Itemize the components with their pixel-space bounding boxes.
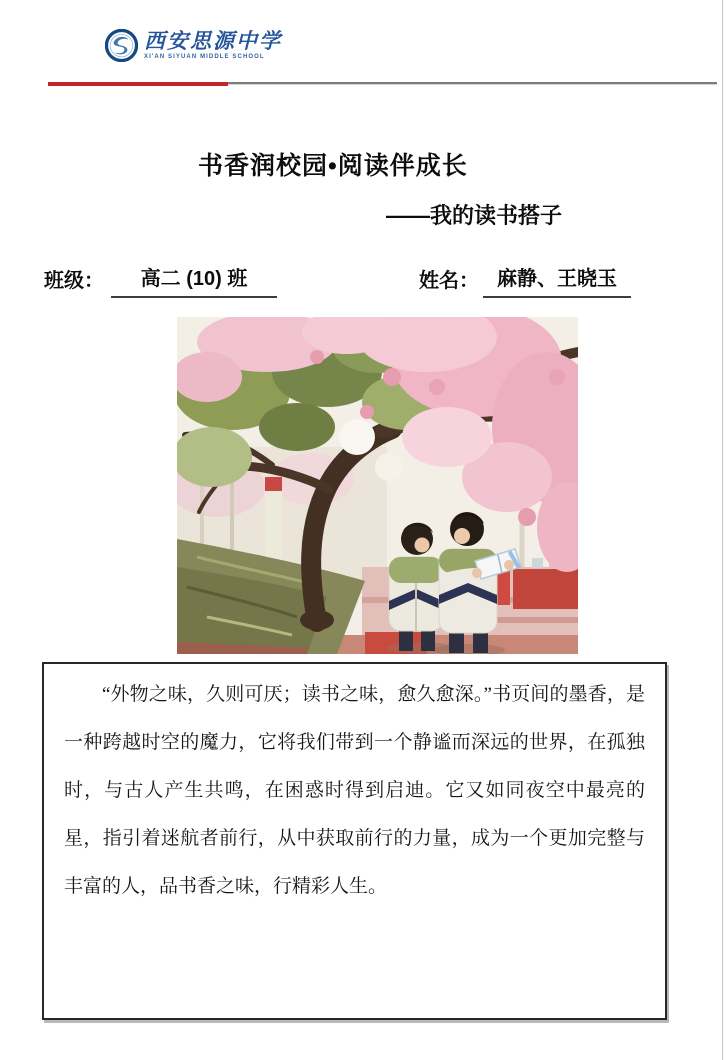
school-logo xyxy=(105,29,282,62)
page-right-edge xyxy=(722,0,723,1060)
header-divider xyxy=(48,81,717,86)
name-label: 姓名： xyxy=(419,270,479,292)
page-subtitle: ——我的读书搭子 xyxy=(386,203,563,228)
photo-illustration xyxy=(177,317,578,654)
essay-paragraph: “外物之味，久则可厌；读书之味，愈久愈深。”书页间的墨香，是一种跨越时空的魔力，它将我们带到一个静谧而深远的世界，在孤独时，与古人产生共鸣，在困惑时得到启迪。它又如同夜空中最亮的星，指引着迷航者前行，从中获取前行的力量，成为一个更加完整与丰富的人，品书香之味，行精彩人生。 xyxy=(64,684,645,897)
header-divider-accent xyxy=(48,82,228,86)
class-value: 高二 (10) 班 xyxy=(111,262,277,298)
header-divider-line xyxy=(228,82,717,85)
essay-textbox xyxy=(42,662,667,1020)
name-value: 麻静、王晓玉 xyxy=(483,262,631,298)
class-label: 班级： xyxy=(44,270,104,292)
school-name-cn: 西安思源中学 xyxy=(144,29,282,53)
page-title: 书香润校园•阅读伴成长 xyxy=(198,152,468,180)
info-fields xyxy=(0,262,728,294)
school-emblem-icon xyxy=(105,29,138,62)
school-name-en: XI'AN SIYUAN MIDDLE SCHOOL xyxy=(144,54,265,60)
